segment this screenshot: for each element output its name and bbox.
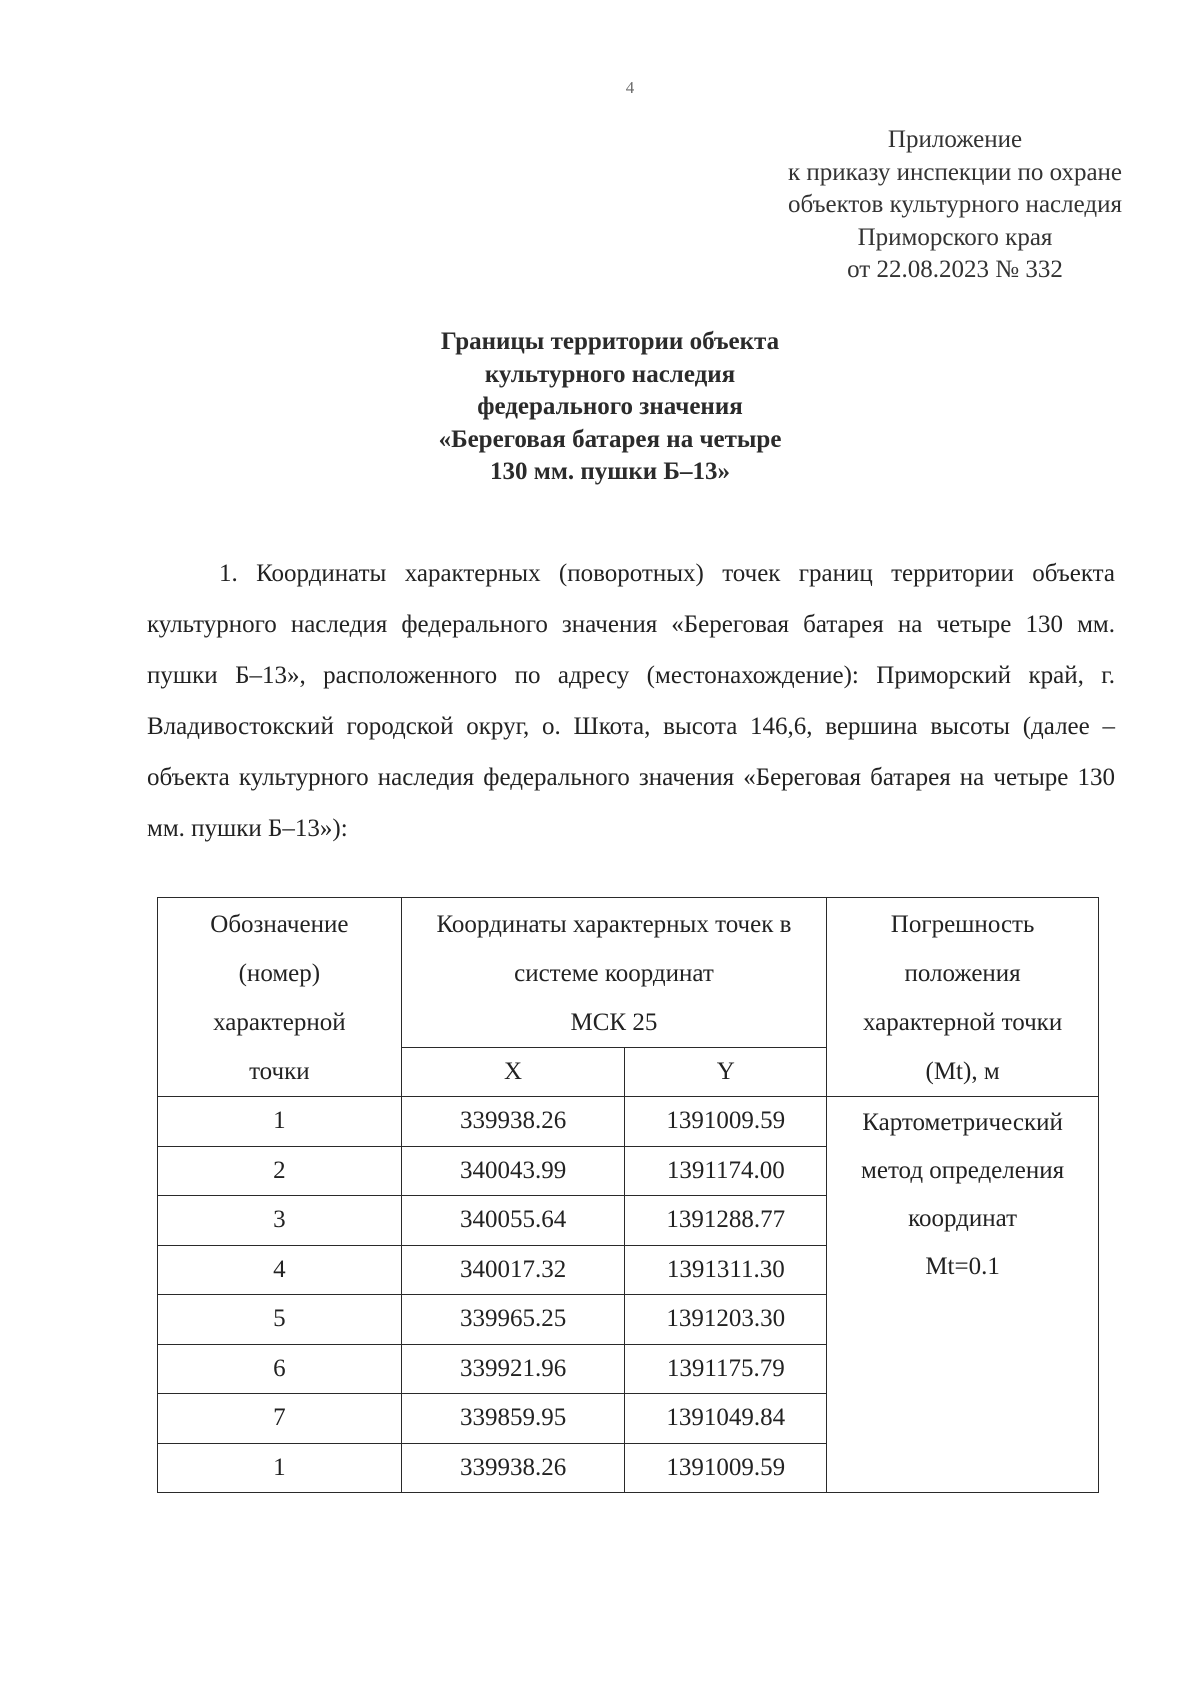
coord-x: 339965.25 — [401, 1295, 625, 1345]
appendix-line: от 22.08.2023 № 332 — [847, 256, 1063, 283]
title-line: 130 мм. пушки Б–13» — [490, 458, 730, 485]
appendix-line: объектов культурного наследия — [788, 191, 1122, 218]
coord-x: 340055.64 — [401, 1196, 625, 1246]
header-text: положения — [904, 960, 1021, 987]
header-text: (Mt), м — [925, 1058, 1000, 1085]
coord-x: 339859.95 — [401, 1394, 625, 1444]
coord-y: 1391175.79 — [625, 1344, 827, 1394]
coordinates-table — [157, 897, 1099, 1493]
header-text: Обозначение — [210, 911, 349, 938]
document-title — [320, 326, 900, 489]
header-text: МСК 25 — [570, 1009, 658, 1036]
point-number: 1 — [158, 1443, 402, 1493]
method-cell — [827, 1097, 1099, 1493]
coord-x: 340017.32 — [401, 1245, 625, 1295]
header-error-cell — [827, 898, 1099, 1097]
coord-y: 1391009.59 — [625, 1097, 827, 1147]
method-text: Mt=0.1 — [925, 1253, 1000, 1280]
coord-x: 340043.99 — [401, 1146, 625, 1196]
point-number: 5 — [158, 1295, 402, 1345]
header-text: характерной точки — [862, 1009, 1063, 1036]
point-number: 6 — [158, 1344, 402, 1394]
header-text: (номер) — [238, 960, 321, 987]
header-x-cell: X — [401, 1048, 625, 1097]
appendix-line: к приказу инспекции по охране — [787, 158, 1123, 186]
header-y-cell: Y — [625, 1048, 827, 1097]
title-line: Границы территории объекта — [440, 328, 780, 355]
coord-x: 339921.96 — [401, 1344, 625, 1394]
coord-y: 1391174.00 — [625, 1146, 827, 1196]
table-row — [158, 1097, 1099, 1147]
coord-x: 339938.26 — [401, 1097, 625, 1147]
header-text: характерной — [213, 1009, 346, 1036]
page-number: 4 — [625, 78, 635, 97]
header-text: Погрешность — [890, 911, 1035, 938]
coord-y: 1391203.30 — [625, 1295, 827, 1345]
method-text: метод определения — [861, 1157, 1065, 1184]
method-text: координат — [908, 1205, 1018, 1232]
title-line: «Береговая батарея на четыре — [438, 425, 782, 453]
appendix-note — [760, 124, 1150, 287]
appendix-line: Приморского края — [857, 223, 1053, 251]
coord-y: 1391009.59 — [625, 1443, 827, 1493]
coord-y: 1391311.30 — [625, 1245, 827, 1295]
method-text: Картометрический — [862, 1109, 1063, 1136]
title-line: культурного наследия — [484, 360, 736, 388]
header-text: точки — [249, 1058, 310, 1085]
coord-y: 1391288.77 — [625, 1196, 827, 1246]
header-coords-cell — [401, 898, 826, 1048]
point-number: 7 — [158, 1394, 402, 1444]
point-number: 2 — [158, 1146, 402, 1196]
header-text: Координаты характерных точек в — [436, 911, 792, 938]
table-header-row — [158, 898, 1099, 1048]
title-line: федерального значения — [477, 393, 743, 420]
point-number: 4 — [158, 1245, 402, 1295]
point-number: 1 — [158, 1097, 402, 1147]
coord-y: 1391049.84 — [625, 1394, 827, 1444]
appendix-line: Приложение — [887, 126, 1023, 153]
header-text: системе координат — [514, 960, 714, 987]
header-point-cell — [158, 898, 402, 1097]
coord-x: 339938.26 — [401, 1443, 625, 1493]
point-number: 3 — [158, 1196, 402, 1246]
coordinates-paragraph: 1. Координаты характерных (поворотных) точек границ территории объекта культурного наследия федерального значения «Береговая батарея на четыре 130 мм. пушки Б–13», расположенного по адресу (местонахождение): Приморский край, г. Владивостокский городской округ, о. Шкота, высота 146,6, вершина высоты (далее – объекта культурного наследия федерального значения «Береговая батарея на четыре 130 мм. пушки Б–13»): — [147, 560, 1115, 842]
